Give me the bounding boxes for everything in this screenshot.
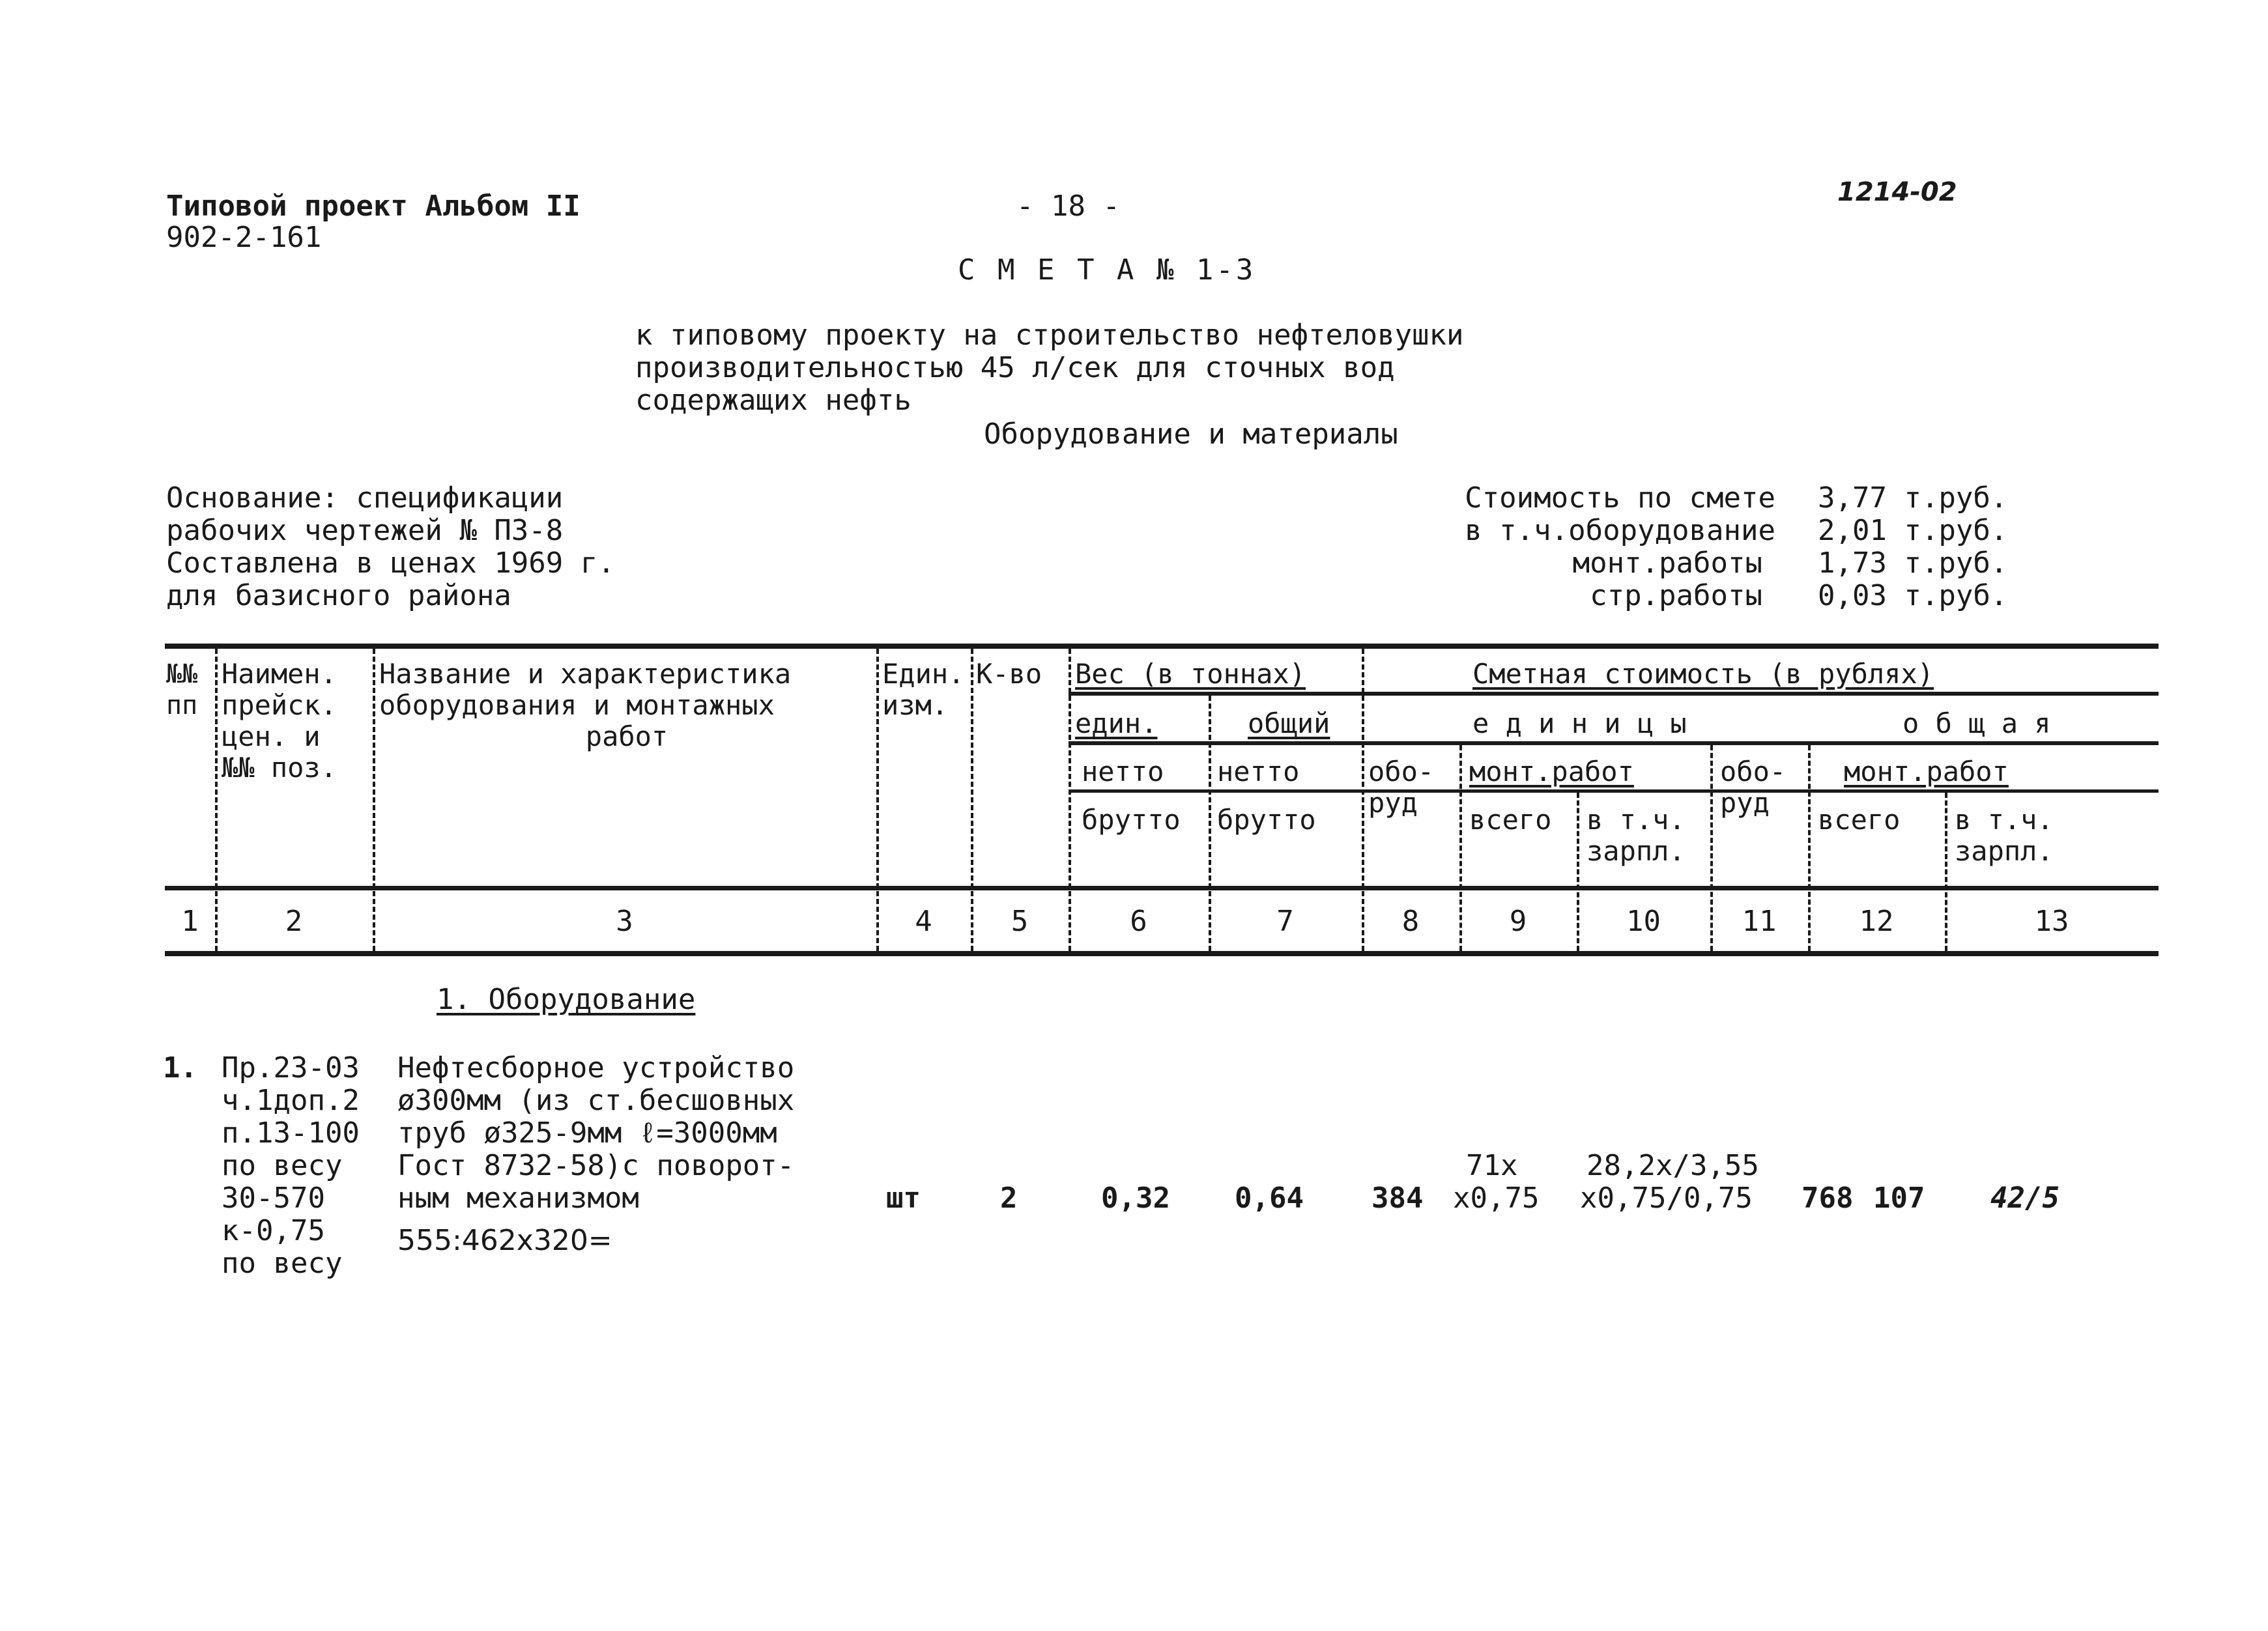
cost-value-total: 3,77 т.руб. (1818, 481, 2008, 515)
hdr-cost-unit: е д и н и ц ы (1472, 707, 1687, 739)
hdr-incl-total-2: зарпл. (1955, 835, 2054, 867)
subtitle-line-1: к типовому проекту на строительство нефтеловушки (635, 319, 1464, 352)
colnum-1: 1 (181, 905, 199, 938)
desc-line-2: ø300мм (из ст.бесшовных (397, 1084, 795, 1117)
colnum-12: 12 (1859, 905, 1894, 938)
row-weight-total: 0,64 (1235, 1182, 1304, 1215)
colnum-4: 4 (915, 905, 932, 938)
hdr-equip-total-1: обо- (1720, 756, 1787, 787)
hdr-desc-2: оборудования и монтажных (379, 689, 775, 721)
colnum-8: 8 (1401, 905, 1420, 938)
row-equip-total: 768 (1801, 1182, 1854, 1215)
basis-line-3: Составлена в ценах 1969 г. (166, 546, 615, 580)
hdr-brutto-total: брутто (1217, 804, 1316, 836)
hdr-mount-unit: монт.работ (1469, 756, 1634, 787)
hdr-num-2: пп (166, 690, 198, 720)
price-ref-2: ч.1доп.2 (222, 1084, 360, 1117)
hdr-cost-total: о б щ а я (1902, 707, 2051, 739)
desc-line-1: Нефтесборное устройство (397, 1051, 795, 1085)
hdr-brutto-unit: брутто (1082, 804, 1181, 836)
hdr-weight-group: Вес (в тоннах) (1075, 658, 1306, 690)
price-ref-4: по весу (222, 1149, 343, 1182)
section-title-equipment: 1. Оборудование (437, 983, 696, 1016)
hdr-desc-3: работ (585, 720, 668, 752)
hdr-unit-1: Един. (882, 658, 965, 690)
colnum-6: 6 (1130, 905, 1147, 938)
hdr-incl-unit-2: зарпл. (1586, 835, 1686, 867)
cost-label-equipment: в т.ч.оборудование (1465, 514, 1775, 547)
colnum-2: 2 (285, 905, 303, 938)
cost-label-total: Стоимость по смете (1465, 481, 1775, 515)
hdr-equip-unit-1: обо- (1368, 756, 1435, 787)
basis-line-4: для базисного района (166, 579, 511, 612)
colnum-3: 3 (616, 905, 633, 938)
subtitle-line-2: производительностью 45 л/сек для сточных вод (635, 351, 1395, 384)
row-mount-incl-top: 28,2x/3,55 (1586, 1149, 1759, 1182)
hdr-desc-1: Название и характеристика (379, 658, 792, 690)
cost-value-equipment: 2,01 т.руб. (1818, 514, 2008, 547)
hdr-netto-unit: нетто (1082, 756, 1164, 787)
hdr-equip-total-2: руд (1720, 787, 1770, 819)
row-number: 1. (163, 1051, 197, 1085)
price-ref-1: Пр.23-03 (222, 1051, 360, 1085)
row-equip-unit: 384 (1371, 1182, 1424, 1215)
row-qty: 2 (1000, 1182, 1018, 1215)
row-weight-unit: 0,32 (1101, 1182, 1170, 1215)
estimate-heading: С М Е Т А № 1-3 (958, 253, 1256, 287)
hdr-incl-unit-1: в т.ч. (1586, 804, 1686, 836)
hdr-weight-total: общий (1248, 707, 1330, 739)
desc-line-4: Гост 8732-58)с поворот- (397, 1149, 795, 1182)
desc-line-5: ным механизмом (397, 1182, 639, 1215)
document-code: 1214-02 (1837, 177, 1957, 207)
hdr-unit-2: изм. (882, 689, 949, 721)
price-ref-5: 30-570 (222, 1182, 325, 1215)
row-mount-total-all: 107 (1873, 1182, 1925, 1215)
row-mount-total-incl: 42/5 (1990, 1182, 2060, 1215)
price-ref-7: по весу (222, 1247, 343, 1280)
colnum-10: 10 (1626, 905, 1661, 938)
hdr-incl-total-1: в т.ч. (1955, 804, 2054, 836)
hdr-weight-unit: един. (1075, 707, 1158, 739)
colnum-9: 9 (1509, 905, 1527, 938)
row-unit: шт (886, 1182, 921, 1215)
hdr-num-1: №№ (166, 659, 198, 689)
project-title: Типовой проект Альбом II (166, 190, 581, 223)
cost-label-construction: стр.работы (1590, 579, 1762, 612)
subtitle-line-3: содержащих нефть (635, 384, 912, 417)
colnum-7: 7 (1276, 905, 1294, 938)
section-heading: Оборудование и материалы (984, 418, 1398, 451)
hdr-mount-total: монт.работ (1844, 756, 2009, 787)
basis-line-2: рабочих чертежей № ПЗ-8 (166, 514, 564, 547)
hdr-cost-group: Сметная стоимость (в рублях) (1472, 658, 1934, 690)
cost-value-mounting: 1,73 т.руб. (1818, 546, 2008, 580)
hdr-netto-total: нетто (1217, 756, 1300, 787)
price-ref-6: к-0,75 (222, 1214, 325, 1247)
cost-value-construction: 0,03 т.руб. (1818, 579, 2008, 612)
hdr-price-4: №№ поз. (222, 752, 337, 784)
row-mount-all-top: 71x (1466, 1149, 1518, 1182)
hdr-all-total: всего (1818, 804, 1901, 836)
hdr-price-1: Наимен. (222, 658, 337, 690)
desc-line-3: труб ø325-9мм ℓ=3000мм (397, 1116, 777, 1150)
colnum-13: 13 (2034, 905, 2069, 938)
hdr-price-2: прейск. (222, 689, 337, 721)
basis-line-1: Основание: спецификации (166, 481, 564, 515)
project-number: 902-2-161 (166, 221, 322, 254)
hdr-price-3: цен. и (222, 720, 321, 752)
cost-label-mounting: монт.работы (1572, 546, 1762, 580)
hdr-qty: К-во (976, 658, 1042, 690)
row-mount-all-bottom: x0,75 (1453, 1182, 1540, 1215)
price-ref-3: п.13-100 (222, 1116, 360, 1150)
desc-line-6: 555:462x320= (397, 1224, 612, 1257)
row-mount-incl-bottom: x0,75/0,75 (1580, 1182, 1753, 1215)
page-number: - 18 - (1016, 190, 1120, 223)
colnum-5: 5 (1011, 905, 1029, 938)
hdr-equip-unit-2: руд (1368, 787, 1418, 819)
colnum-11: 11 (1742, 905, 1777, 938)
hdr-all-unit: всего (1469, 804, 1552, 836)
